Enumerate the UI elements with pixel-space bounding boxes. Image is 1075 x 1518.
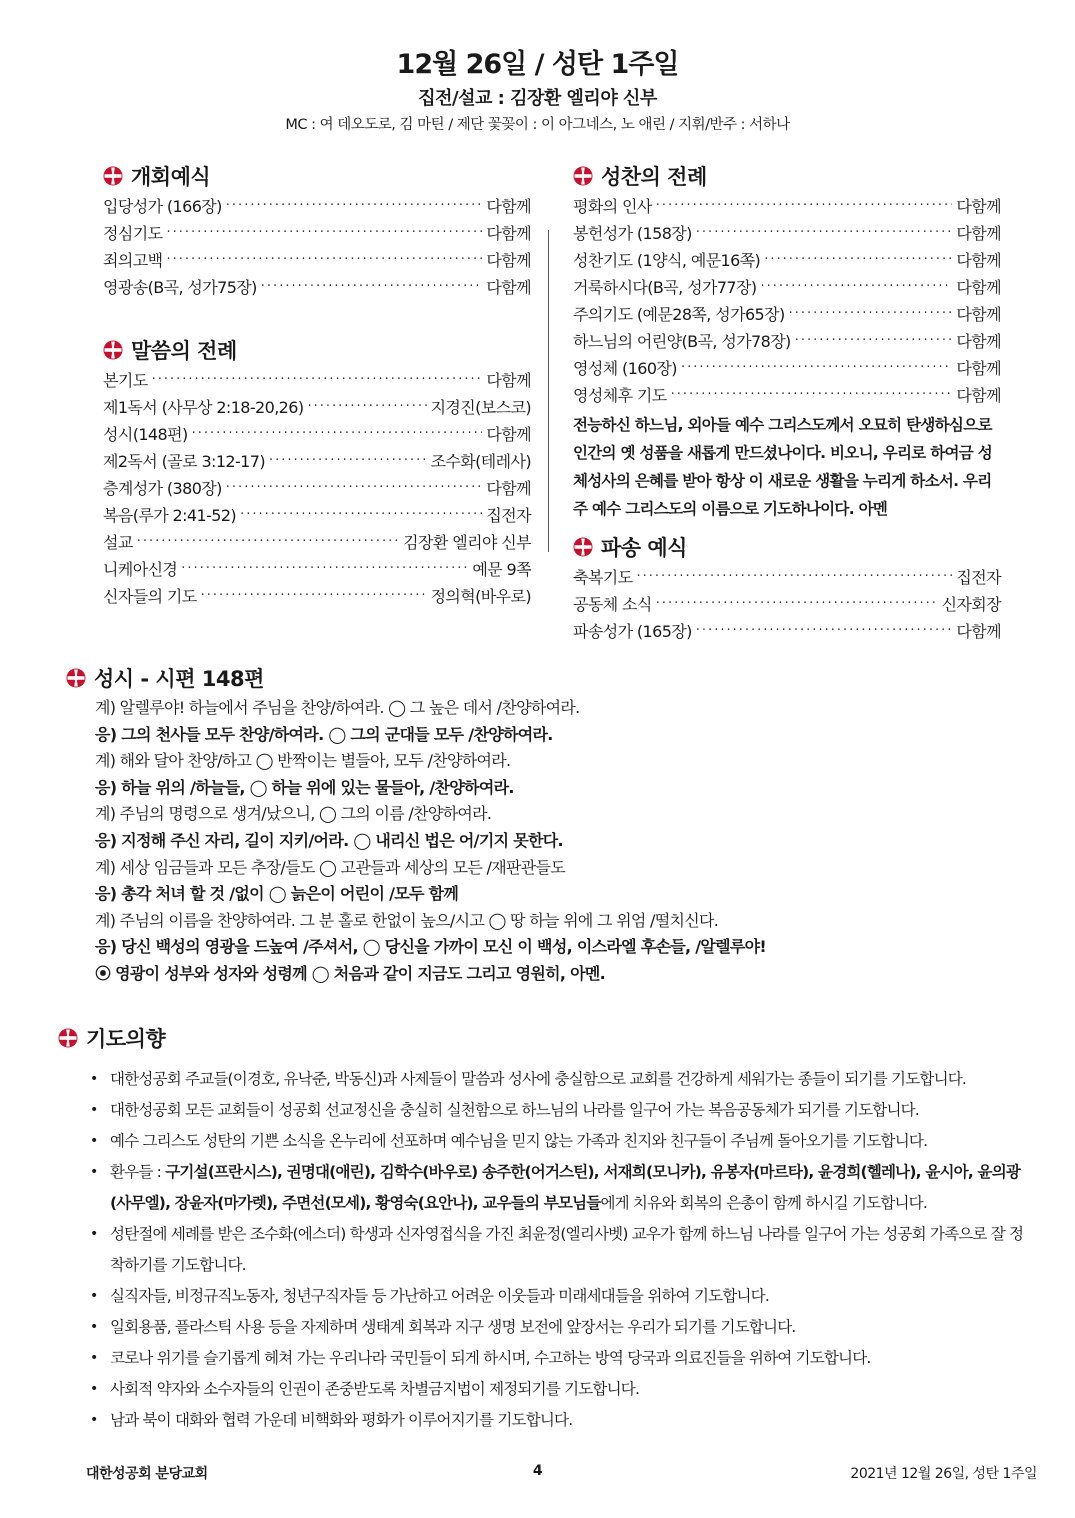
intention-item: • 코로나 위기를 슬기롭게 헤쳐 가는 우리나라 국민들이 되게 하시며, 수고하는 방역 당국과 의료진들을 위하여 기도합니다. [92,1343,1037,1374]
psalm-title: 성시 - 시편 148편 [94,667,264,691]
word-heading [103,334,531,366]
dot-leader [795,333,953,348]
order-row [573,246,1001,273]
order-row [573,300,1001,327]
page-number: 4 [532,1463,543,1479]
order-item-value: 김장환 엘리야 신부 [403,533,531,552]
order-item-value: 다함께 [486,425,531,444]
psalm-verse-line: 계) 세상 임금들과 모든 추장/들도 ◯ 고관들과 세상의 모든 /재판관들도 [95,857,566,877]
order-row [103,393,531,420]
footer-date: 2021년 12월 26일, 성탄 1주일 [850,1466,1037,1482]
dot-leader [681,360,952,375]
order-item-value: 집전자 [956,568,1001,587]
order-row [103,582,531,609]
order-item-value: 다함께 [956,224,1001,243]
order-item-label: 성찬기도 (1양식, 예문16쪽) [573,251,761,270]
order-row [103,447,531,474]
dot-leader [181,561,468,576]
dot-leader [269,453,427,468]
psalm-heading [66,662,264,694]
order-row [573,354,1001,381]
dot-leader [764,252,952,267]
order-item-label: 봉헌성가 (158장) [573,224,692,243]
order-item-label: 정심기도 [103,224,163,243]
post-communion-prayer: 전능하신 하느님, 외아들 예수 그리스도께서 오묘히 탄생하심으로 인간의 옛 성품을 새롭게 만드셨나이다. 비오니, 우리로 하여금 성체성사의 은혜를 받아 항상 이 새로운 생활을 누리게 하소서. 우리 주 예수 그리스도의 이름으로 기도하나이다. 아멘 [573,416,993,518]
order-row [573,327,1001,354]
dot-leader [152,372,483,387]
word-list [103,366,531,609]
order-item-label: 신자들의 기도 [103,587,197,606]
dot-leader [656,198,953,213]
order-item-label: 니케아신경 [103,560,178,579]
order-item-label: 제1독서 (사무상 2:18-20,26) [103,398,304,417]
order-item-value: 다함께 [486,371,531,390]
intention-item: • 성탄절에 세례를 받은 조수화(에스더) 학생과 신자영접식을 가진 최윤정(엘리사벳) 교우가 함께 하느님 나라를 일구어 가는 성공회 가족으로 잘 정착하기를 기도합니다. [92,1219,1037,1281]
psalm-verse-line: 계) 해와 달아 찬양/하고 ◯ 반짝이는 별들아, 모두 /찬양하여라. [95,751,511,771]
order-item-value: 다함께 [956,278,1001,297]
psalm-text [95,695,1035,988]
order-item-label: 복음(루가 2:41-52) [103,506,237,525]
order-item-value: 다함께 [486,197,531,216]
order-row [573,219,1001,246]
dot-leader [636,569,952,584]
dismissal-heading [573,531,1001,563]
psalm-response-line: 응) 하늘 위의 /하늘들, ◯ 하늘 위에 있는 물들아, /찬양하여라. [95,777,514,797]
order-item-value: 다함께 [486,251,531,270]
opening-list [103,192,531,300]
order-row [573,273,1001,300]
dot-leader [671,387,953,402]
footer-church: 대한성공회 분당교회 [86,1466,208,1482]
order-item-value: 다함께 [486,224,531,243]
order-item-label: 영광송(B곡, 성가75장) [103,278,257,297]
dot-leader [166,252,482,267]
order-row [103,219,531,246]
word-title: 말씀의 전례 [131,339,237,363]
sick-suffix: 에게 치유와 회복의 은총이 함께 하시길 기도합니다. [600,1194,927,1212]
order-item-label: 파송성가 (165장) [573,622,692,641]
order-item-value: 정의혁(바우로) [430,587,531,606]
order-item-value: 지경진(보스코) [430,398,531,417]
order-item-label: 설교 [103,533,133,552]
order-item-label: 주의기도 (예문28쪽, 성가65장) [573,305,785,324]
intention-item: • 남과 북이 대화와 협력 가운데 비핵화와 평화가 이루어지기를 기도합니다. [92,1405,1037,1436]
opening-title: 개회예식 [131,165,211,189]
eucharist-list [573,192,1001,408]
order-item-value: 다함께 [956,251,1001,270]
order-row [103,192,531,219]
order-item-label: 입당성가 (166장) [103,197,222,216]
psalm-verse-line: 계) 주님의 이름을 찬양하여라. 그 분 홀로 한없이 높으/시고 ◯ 땅 하늘 위에 그 위엄 /떨치신다. [95,910,719,930]
right-column [573,160,1001,644]
intentions-heading [58,1022,165,1054]
intention-item: • 실직자들, 비정규직노동자, 청년구직자들 등 가난하고 어려운 이웃들과 미래세대들을 위하여 기도합니다. [92,1281,1037,1312]
order-item-label: 성시(148편) [103,425,188,444]
intention-item: • 사회적 약자와 소수자들의 인권이 존중받도록 차별금지법이 제정되기를 기도합니다. [92,1374,1037,1405]
order-item-value: 다함께 [486,479,531,498]
order-row [103,555,531,582]
psalm-response-line: 응) 그의 천사들 모두 찬양/하여라. ◯ 그의 군대들 모두 /찬양하여라. [95,724,553,744]
order-item-label: 층계성가 (380장) [103,479,222,498]
order-item-value: 다함께 [956,332,1001,351]
cross-icon [58,1028,78,1048]
order-row [103,273,531,300]
intentions-list [92,1064,1037,1436]
intention-item: • 대한성공회 모든 교회들이 성공회 선교정신을 충실히 실천함으로 하느님의 나라를 일구어 가는 복음공동체가 되기를 기도합니다. [92,1095,1037,1126]
intentions-title: 기도의향 [86,1027,166,1051]
opening-heading [103,160,531,192]
psalm-response-line: ⦿ 영광이 성부와 성자와 성령께 ◯ 처음과 같이 지금도 그리고 영원히, 아멘. [95,963,606,983]
dot-leader [656,596,938,611]
cross-icon [573,166,593,186]
order-item-label: 죄의고백 [103,251,163,270]
cross-icon [66,668,86,688]
order-item-value: 다함께 [956,622,1001,641]
dot-leader [137,534,399,549]
order-row [573,590,1001,617]
order-item-value: 다함께 [956,359,1001,378]
eucharist-title: 성찬의 전례 [601,165,707,189]
dot-leader [789,306,953,321]
order-item-value: 다함께 [956,305,1001,324]
cross-icon [573,537,593,557]
intention-item: • 일회용품, 플라스틱 사용 등을 자제하며 생태계 회복과 지구 생명 보전에 앞장서는 우리가 되기를 기도합니다. [92,1312,1037,1343]
eucharist-heading [573,160,1001,192]
order-item-label: 본기도 [103,371,148,390]
cross-icon [103,166,123,186]
dot-leader [192,426,483,441]
dot-leader [240,507,482,522]
dot-leader [696,623,953,638]
sick-names: 구기설(프란시스), 권명대(애린), 김학수(바우로) 송주한(어거스틴), 서재희(모니카), 유봉자(마르타), 윤경희(헬레나), 윤시아, 윤의광(사무엘), 장윤자(마가렛), 주면선(모세), 황영숙(요안나), 교우들의 부모님들 [110,1163,1021,1212]
psalm-response-line: 응) 총각 처녀 할 것 /없이 ◯ 늙은이 어린이 /모두 함께 [95,884,459,904]
order-row [103,528,531,555]
dot-leader [761,279,953,294]
order-row [573,192,1001,219]
order-item-value: 신자회장 [941,595,1001,614]
cross-icon [103,340,123,360]
order-item-value: 예문 9쪽 [472,560,531,579]
order-row [103,501,531,528]
order-item-label: 평화의 인사 [573,197,652,216]
order-item-value: 다함께 [486,278,531,297]
order-row [103,474,531,501]
order-item-label: 제2독서 (골로 3:12-17) [103,452,265,471]
psalm-verse-line: 계) 주님의 명령으로 생겨/났으니, ◯ 그의 이름 /찬양하여라. [95,804,492,824]
dot-leader [307,399,426,414]
left-column [103,160,531,609]
intention-item: • 대한성공회 주교들(이경호, 유낙준, 박동신)과 사제들이 말씀과 성사에 충실함으로 교회를 건강하게 세워가는 종들이 되기를 기도합니다. [92,1064,1037,1095]
dot-leader [201,588,427,603]
dot-leader [261,279,483,294]
column-divider [548,230,549,552]
dot-leader [696,225,953,240]
intention-item-sick [92,1157,1037,1219]
psalm-verse-line: 계) 알렐루야! 하늘에서 주님을 찬양/하여라. ◯ 그 높은 데서 /찬양하여라. [95,698,580,717]
order-item-label: 거룩하시다(B곡, 성가77장) [573,278,757,297]
staff-line: MC : 여 데오도로, 김 마틴 / 제단 꽃꽂이 : 이 아그네스, 노 애린 / 지휘/반주 : 서하나 [285,117,790,133]
psalm-response-line: 응) 당신 백성의 영광을 드높여 /주셔서, ◯ 당신을 가까이 모신 이 백성, 이스라엘 후손들, /알렐루야! [95,937,766,957]
order-item-label: 공동체 소식 [573,595,652,614]
dismissal-title: 파송 예식 [601,536,687,560]
order-item-value: 다함께 [956,197,1001,216]
sick-prefix: 환우들 : [110,1163,166,1181]
order-row [103,246,531,273]
order-item-value: 조수화(테레사) [430,452,531,471]
dot-leader [226,480,483,495]
page-title: 12월 26일 / 성탄 1주일 [396,49,679,80]
order-row [103,420,531,447]
order-item-label: 영성체후 기도 [573,386,667,405]
psalm-response-line: 응) 지정해 주신 자리, 길이 지키/어라. ◯ 내리신 법은 어/기지 못한다. [95,830,563,850]
intention-item: • 예수 그리스도 성탄의 기쁜 소식을 온누리에 선포하며 예수님을 믿지 않는 가족과 친지와 친구들이 주님께 돌아오기를 기도합니다. [92,1126,1037,1157]
order-row [573,617,1001,644]
order-item-label: 하느님의 어린양(B곡, 성가78장) [573,332,791,351]
order-item-value: 다함께 [956,386,1001,405]
dismissal-list [573,563,1001,644]
order-item-value: 집전자 [486,506,531,525]
order-row [103,366,531,393]
order-row [573,381,1001,408]
order-row [573,563,1001,590]
order-item-label: 축복기도 [573,568,633,587]
order-item-label: 영성체 (160장) [573,359,677,378]
dot-leader [166,225,482,240]
officiant-line: 집전/설교 : 김장환 엘리야 신부 [418,88,657,109]
dot-leader [226,198,483,213]
